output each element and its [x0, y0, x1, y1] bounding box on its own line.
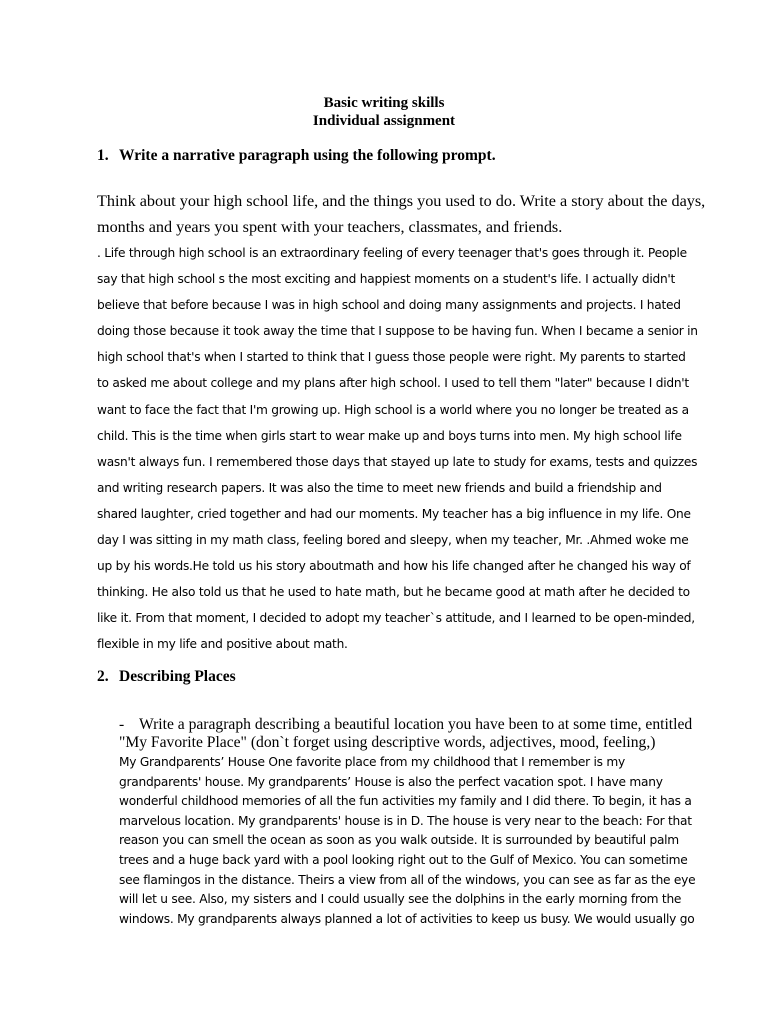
paragraph-line: My Grandparents’ House One favorite place from my childhood that I remember is my: [119, 755, 625, 769]
paragraph-line: want to face the fact that I'm growing up. High school is a world where you no longer be treated as a: [97, 402, 689, 417]
paragraph-line: marvelous location. My grandparents' house is in D. The house is very near to the beach: For that: [119, 813, 692, 828]
section-1-number: 1.: [97, 147, 109, 164]
section-2-heading-text: Describing Places: [119, 668, 236, 685]
paragraph-line: wasn't always fun. I remembered those days that stayed up late to study for exams, tests and quizzes: [97, 454, 698, 469]
paragraph-line: to asked me about college and my plans after high school. I used to tell them "later" because I didn't: [97, 376, 689, 391]
paragraph-line: wonderful childhood memories of all the fun activities my family and I did there. To begin, it has a: [119, 794, 692, 809]
paragraph-line: . Life through high school is an extraordinary feeling of every teenager that's goes through it. People: [97, 246, 687, 260]
section-1-heading: [97, 147, 496, 165]
paragraph-line: child. This is the time when girls start to wear make up and boys turns into men. My high school life: [97, 428, 682, 443]
section-1-heading-text: Write a narrative paragraph using the following prompt.: [119, 147, 496, 164]
paragraph-line: grandparents' house. My grandparents’ House is also the perfect vacation spot. I have many: [119, 774, 663, 789]
section-2-prompt: [119, 716, 694, 752]
paragraph-line: thinking. He also told us that he used to hate math, but he became good at math after he decided to: [97, 585, 690, 600]
prompt-line-text: Write a paragraph describing a beautiful location you have been to at some time, entitled: [139, 716, 693, 733]
paragraph-line: up by his words.He told us his story aboutmath and how his life changed after he changed his way of: [97, 559, 691, 574]
paragraph-line: trees and a huge back yard with a pool looking right out to the Gulf of Mexico. You can sometime: [119, 852, 688, 867]
document-subtitle: Individual assignment: [312, 113, 456, 129]
section-1-prompt: [97, 188, 706, 240]
document-title: Basic writing skills: [323, 95, 445, 111]
narrative-paragraph: [97, 240, 698, 658]
prompt-line: "My Favorite Place" (don`t forget using descriptive words, adjectives, mood, feeling,): [119, 734, 656, 751]
bullet-dash: -: [119, 716, 125, 733]
paragraph-line: and writing research papers. It was also the time to meet new friends and build a friendship and: [97, 480, 662, 495]
paragraph-line: believe that before because I was in high school and doing many assignments and projects. I hated: [97, 298, 681, 313]
paragraph-line: flexible in my life and positive about math.: [97, 637, 348, 652]
paragraph-line: say that high school s the most exciting and happiest moments on a student's life. I actually didn't: [97, 272, 676, 287]
section-2-number: 2.: [97, 668, 109, 685]
paragraph-line: see flamingos in the distance. Theirs a view from all of the windows, you can see as far as the eye: [119, 872, 696, 887]
section-2-heading: [97, 668, 236, 686]
prompt-line: Think about your high school life, and the things you used to do. Write a story about the days,: [97, 192, 706, 210]
prompt-line: [119, 716, 694, 734]
paragraph-line: will let u see. Also, my sisters and I could usually see the dolphins in the early morning from the: [119, 892, 682, 907]
paragraph-line: windows. My grandparents always planned a lot of activities to keep us busy. We would usually go: [119, 911, 695, 926]
descriptive-paragraph: [119, 753, 696, 929]
paragraph-line: doing those because it took away the time that I suppose to be having fun. When I became a senior in: [97, 324, 698, 339]
paragraph-line: like it. From that moment, I decided to adopt my teacher`s attitude, and I learned to be open-minded,: [97, 611, 695, 626]
paragraph-line: day I was sitting in my math class, feeling bored and sleepy, when my teacher, Mr. .Ahmed woke me: [97, 533, 689, 548]
paragraph-line: high school that's when I started to think that I guess those people were right. My parents to started: [97, 350, 686, 365]
paragraph-line: reason you can smell the ocean as soon as you walk outside. It is surrounded by beautiful palm: [119, 833, 679, 848]
paragraph-line: shared laughter, cried together and had our moments. My teacher has a big influence in my life. One: [97, 506, 691, 521]
prompt-line: months and years you spent with your teachers, classmates, and friends.: [97, 218, 563, 236]
